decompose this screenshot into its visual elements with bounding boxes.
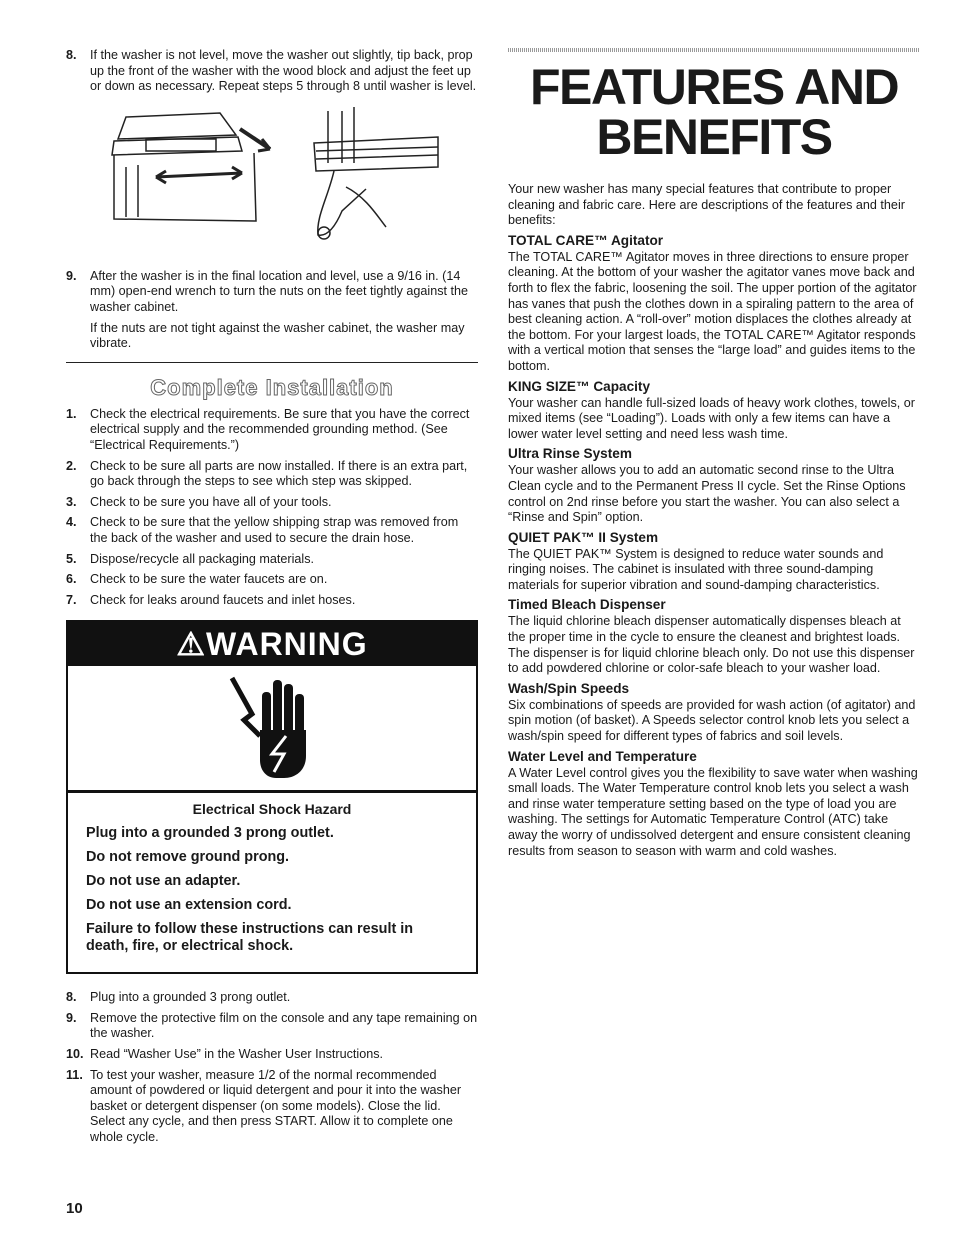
- step-text: Check to be sure you have all of your tools.: [90, 494, 332, 509]
- step-text: Check to be sure the water faucets are on.: [90, 572, 328, 587]
- step-text: After the washer is in the final location and level, use a 9/16 in. (14 mm) open-end wrench to turn the nuts on the feet tightly against the washer cabinet.: [90, 268, 469, 314]
- list-item: [66, 515, 478, 546]
- section-heading: Complete Installation: [150, 374, 394, 400]
- list-item: [66, 459, 478, 490]
- feature-heading: KING SIZE™ Capacity: [508, 378, 651, 394]
- step-text: Plug into a grounded 3 prong outlet.: [90, 990, 291, 1005]
- step-text: Check the electrical requirements. Be sure that you have the correct electrical supply and the recommended grounding method. (See “Electrical Requirements.”): [90, 406, 470, 452]
- list-item: [66, 48, 478, 95]
- feature-heading: QUIET PAK™ II System: [508, 529, 659, 545]
- step-number: 5.: [66, 551, 77, 566]
- warning-title: Electrical Shock Hazard: [192, 801, 352, 818]
- feature-heading: TOTAL CARE™ Agitator: [508, 232, 664, 248]
- step-text: Check for leaks around faucets and inlet hoses.: [90, 592, 356, 607]
- step-text: Read “Washer Use” in the Washer User Instructions.: [90, 1047, 384, 1062]
- list-item: [66, 1068, 478, 1146]
- warning-line: Do not remove ground prong.: [86, 849, 290, 866]
- feature-heading: Water Level and Temperature: [508, 748, 697, 764]
- step-number: 1.: [66, 406, 77, 421]
- list-item: [66, 552, 478, 568]
- step-number: 3.: [66, 494, 77, 509]
- feature-body: The QUIET PAK™ System is designed to reduce water sounds and ringing noises. The cabinet is insulated with three sound-damping materials for superior vibration and sound-damping characteristics.: [508, 546, 884, 592]
- title-line: BENEFITS: [596, 109, 832, 165]
- warning-text: [68, 793, 476, 972]
- intro-paragraph: Your new washer has many special features that contribute to proper cleaning and fabric care. Here are descriptions of the features and their benefits:: [508, 182, 905, 228]
- step-number: 9.: [66, 1010, 77, 1025]
- step-note: If the nuts are not tight against the washer cabinet, the washer may vibrate.: [90, 320, 465, 351]
- warning-line: Do not use an adapter.: [86, 873, 241, 890]
- leveling-steps-nine: [66, 269, 478, 316]
- list-item: [66, 1047, 478, 1063]
- warning-triangle-icon: ⚠: [176, 626, 207, 663]
- warning-line: Plug into a grounded 3 prong outlet.: [86, 825, 334, 842]
- right-column: [508, 48, 920, 863]
- page-number: 10: [66, 1200, 83, 1217]
- shock-hazard-pictogram: [68, 666, 476, 793]
- step-number: 11.: [66, 1067, 83, 1082]
- step-number: 9.: [66, 268, 77, 283]
- warning-line: Do not use an extension cord.: [86, 897, 292, 914]
- step-text: Check to be sure that the yellow shipping strap was removed from the back of the washer and used to secure the drain hose.: [90, 515, 459, 545]
- electric-shock-hand-icon: [224, 674, 324, 784]
- feature-body: The liquid chlorine bleach dispenser automatically dispenses bleach at the proper time in the cycle to ensure the cleanest and brightest loads. The dispenser is for liquid chlorine bleach only. Do not use this dispenser to add powdered chlorine or color-safe bleach to your washer load.: [508, 614, 915, 676]
- step-number: 8.: [66, 990, 77, 1005]
- feature-heading: Timed Bleach Dispenser: [508, 597, 666, 613]
- step-number: 2.: [66, 458, 77, 473]
- warning-header: [68, 622, 476, 666]
- left-column: [66, 48, 478, 1151]
- complete-installation-steps: [66, 407, 478, 609]
- step-text: To test your washer, measure 1/2 of the normal recommended amount of powdered or liquid detergent and pour it into the washer basket or detergent dispenser (on some models). Close the lid. Select any cycle, and then press START. Allow it to complete one whole cycle.: [90, 1067, 462, 1145]
- leveling-illustration: [66, 107, 478, 263]
- step-number: 7.: [66, 592, 77, 607]
- step-text: Dispose/recycle all packaging materials.: [90, 551, 314, 566]
- leveling-steps-top: [66, 48, 478, 95]
- list-item: [66, 572, 478, 588]
- step-number: 10.: [66, 1047, 84, 1062]
- feature-heading: Ultra Rinse System: [508, 446, 632, 462]
- list-item: [66, 593, 478, 609]
- step-text: Remove the protective film on the console and any tape remaining on the washer.: [90, 1010, 478, 1041]
- step-number: 8.: [66, 48, 77, 62]
- warning-line: Failure to follow these instructions can result in death, fire, or electrical shock.: [86, 921, 414, 955]
- section-divider: [66, 362, 478, 363]
- warning-label: WARNING: [206, 626, 368, 663]
- step-number: 4.: [66, 515, 77, 530]
- final-steps: [66, 990, 478, 1145]
- step-number: 6.: [66, 572, 77, 587]
- washer-leveling-icon: [66, 107, 478, 263]
- feature-body: Your washer can handle full-sized loads of heavy work clothes, towels, or mixed items (see “Loading”). Loads with only a few items can have a lower water level setting and need less wash time.: [508, 395, 915, 441]
- list-item: [66, 269, 478, 316]
- list-item: [66, 495, 478, 511]
- feature-heading: Wash/Spin Speeds: [508, 680, 630, 696]
- step-text: If the washer is not level, move the washer out slightly, tip back, prop up the front of the washer with the wood block and adjust the feet up or down as necessary. Repeat steps 5 through 8 until washer is level.: [90, 48, 477, 94]
- list-item: [66, 990, 478, 1006]
- decorative-hatch-rule: [508, 48, 920, 52]
- list-item: [66, 1011, 478, 1042]
- title-line: FEATURES AND: [529, 59, 899, 115]
- step-text: Check to be sure all parts are now installed. If there is an extra part, go back through the steps to see which step was skipped.: [90, 458, 468, 489]
- feature-body: The TOTAL CARE™ Agitator moves in three directions to ensure proper cleaning. At the bottom of your washer the agitator vanes move back and forth to flex the fabric, loosening the soil. The upper portion of the agitator has vanes that push the clothes down in a spiraling pattern to the area of best cleaning action. A “roll-over” motion displaces the clothes already at the bottom. For your largest loads, the TOTAL CARE™ Agitator responds with a vertical motion that senses the “large load” and guides items to the bottom.: [508, 249, 917, 373]
- list-item: [66, 407, 478, 454]
- feature-body: A Water Level control gives you the flexibility to save water when washing small loads. The Water Temperature control knob lets you select a wash and rinse water temperature setting based on the type of load you are washing. The settings for Automatic Temperature Control (ATC) take away the worry of undissolved detergent and ensure consistent cleaning results from season to season with warm and cold washes.: [508, 765, 918, 858]
- warning-box: [66, 620, 478, 974]
- feature-body: Your washer allows you to add an automatic second rinse to the Ultra Clean cycle and to the Permanent Press II cycle. Set the Rinse Options control on 2nd rinse before you start the washer. You can also select a “Rinse and Spin” option.: [508, 463, 906, 525]
- page-title: [508, 59, 920, 165]
- feature-body: Six combinations of speeds are provided for wash action (of agitator) and spin motion (of basket). A Speeds selector control knob lets you select a wash/spin speed for different types of fabrics and soil levels.: [508, 697, 916, 744]
